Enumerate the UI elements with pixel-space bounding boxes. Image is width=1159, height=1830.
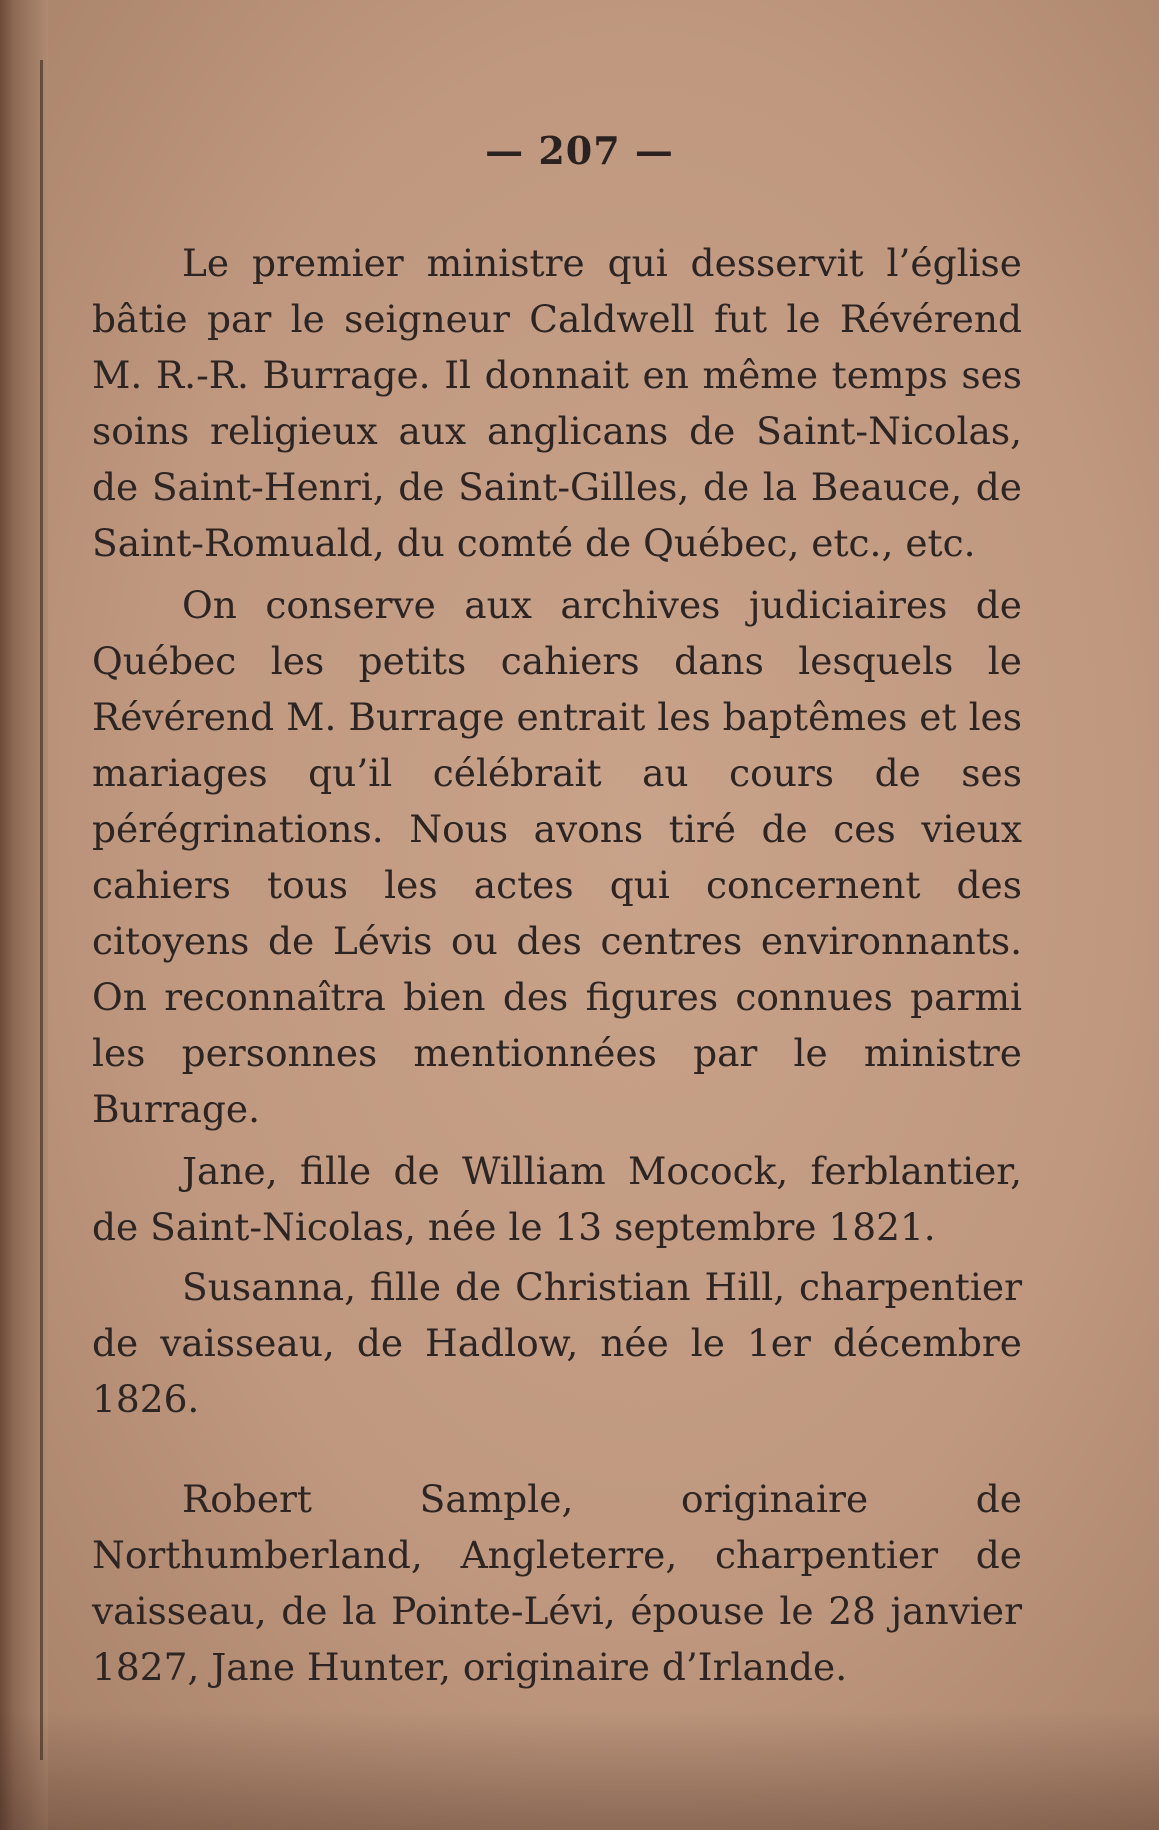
page-body — [92, 235, 1022, 1699]
paragraph-archives: On conserve aux archives judiciaires de Québec les petits cahiers dans lesquels le Révérend M. Burrage entrait les baptêmes et les mariages qu’il célébrait au cours de ses pérégrinations. Nous avons tiré de ces vieux cahiers tous les actes qui concernent des citoyens de Lévis ou des centres environnants. On reconnaîtra bien des figures connues parmi les personnes mentionnées par le ministre Burrage. — [92, 583, 1022, 1131]
page-shadow — [0, 1710, 1159, 1830]
entry-robert-sample: Robert Sample, originaire de Northumberland, Angleterre, charpentier de vaisseau, de la Pointe-Lévi, épouse le 28 janvier 1827, Jane Hunter, originaire d’Irlande. — [92, 1477, 1022, 1689]
page-number: — 207 — — [485, 128, 674, 173]
entry-jane-mocock: Jane, fille de William Mocock, ferblantier, de Saint-Nicolas, née le 13 septembre 1821. — [92, 1149, 1022, 1249]
binding-edge — [40, 60, 43, 1760]
paragraph-first-minister: Le premier ministre qui desservit l’église bâtie par le seigneur Caldwell fut le Révérend M. R.-R. Burrage. Il donnait en même temps ses soins religieux aux anglicans de Saint-Nicolas, de Saint-Henri, de Saint-Gilles, de la Beauce, de Saint-Romuald, du comté de Québec, etc., etc. — [92, 241, 1022, 565]
entry-susanna-hill: Susanna, fille de Christian Hill, charpentier de vaisseau, de Hadlow, née le 1er décembre 1826. — [92, 1265, 1022, 1421]
